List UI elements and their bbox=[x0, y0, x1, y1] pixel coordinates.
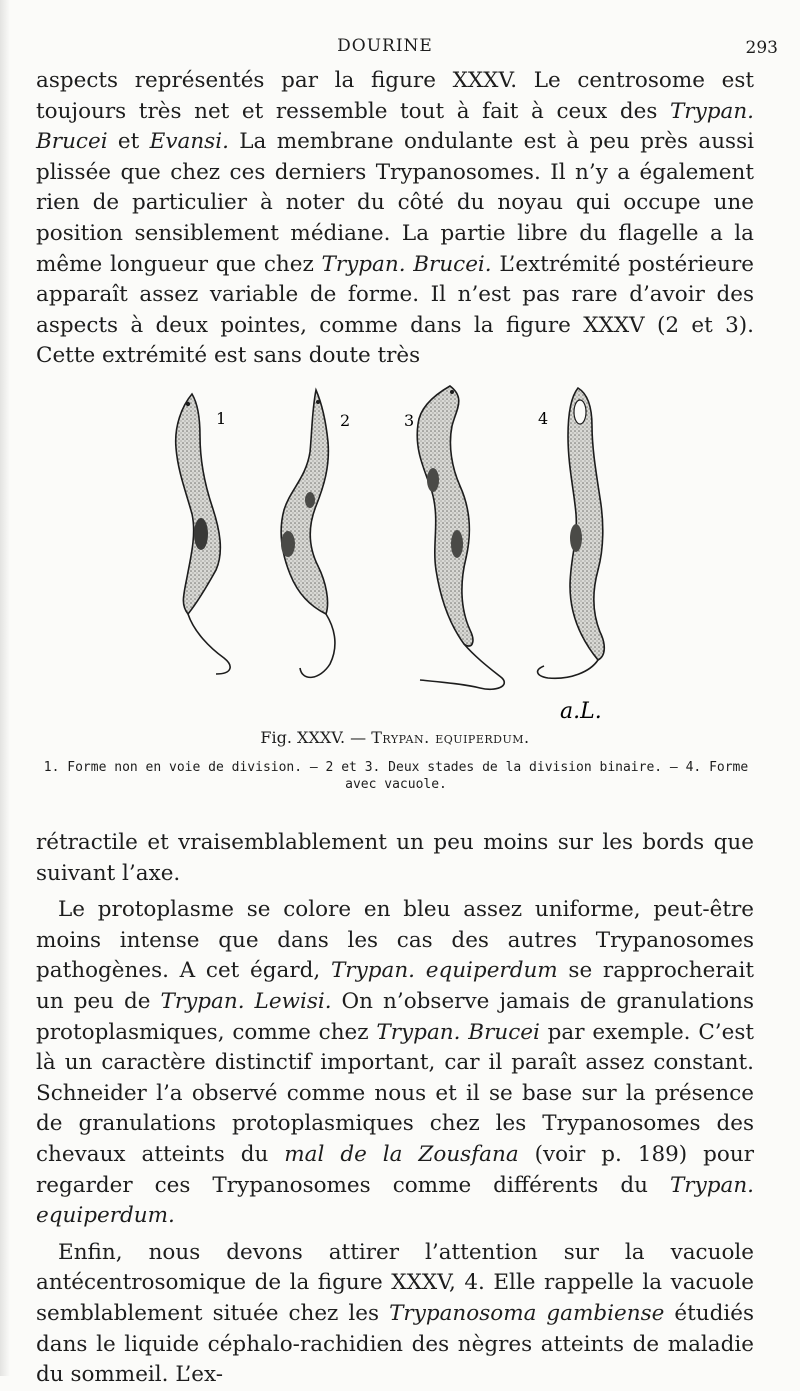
page-edge bbox=[0, 0, 10, 1376]
trypanosome-illustration bbox=[130, 382, 650, 722]
organism-3 bbox=[417, 386, 504, 689]
paragraph: rétractile et vraisemblablement un peu moins sur les bords que suivant l’axe. bbox=[36, 830, 754, 886]
italic-term: Trypan. equiperdum. bbox=[36, 1172, 754, 1229]
figure-legend: 1. Forme non en voie de division. — 2 et 3. Deux stades de la division binaire. — 4. Forme avec vacuole. bbox=[43, 760, 749, 792]
italic-term: Trypan. Brucei. bbox=[321, 251, 492, 277]
figure-label: 2 bbox=[340, 411, 351, 430]
page-header bbox=[0, 36, 800, 62]
running-head: DOURINE bbox=[337, 36, 433, 56]
illustrator-signature: a.L. bbox=[560, 699, 602, 722]
figure-label: 4 bbox=[538, 409, 549, 428]
body-text-bottom bbox=[36, 828, 754, 1391]
italic-term: mal de la Zousfana bbox=[284, 1141, 519, 1167]
vacuole bbox=[574, 400, 586, 424]
page-number: 293 bbox=[745, 38, 778, 58]
figure-caption bbox=[0, 728, 790, 747]
body-text-top bbox=[36, 66, 754, 372]
organism-4 bbox=[538, 388, 605, 678]
italic-term: Trypanosoma gambiense bbox=[389, 1300, 665, 1326]
caption-title: Trypan. equiperdum. bbox=[371, 728, 530, 747]
italic-term: Trypan. Lewisi. bbox=[160, 988, 332, 1014]
figure-label: 3 bbox=[404, 411, 415, 430]
organism-1 bbox=[176, 394, 230, 674]
figure-label: 1 bbox=[216, 409, 227, 428]
figure-trypanosomes bbox=[130, 382, 650, 722]
italic-term: Trypan. Brucei bbox=[376, 1019, 540, 1045]
italic-term: Evansi. bbox=[149, 129, 229, 155]
paragraph: aspects représentés par la figure XXXV. Le centrosome est toujours très net et ressemble tout à fait à ceux des Trypan. Brucei et Evansi. La membrane ondulante est à peu près aussi plissée que chez ces derniers Trypanosomes. Il n’y a également rien de particulier à noter du côté du noyau qui occupe une position sensiblement médiane. La partie libre du flagelle a la même longueur que chez Trypan. Brucei. L’extrémité postérieure apparaît assez variable de forme. Il n’est pas rare d’avoir des aspects à deux pointes, comme dans la figure XXXV (2 et 3). Cette extrémité est sans doute très bbox=[36, 68, 754, 369]
paragraph: Le protoplasme se colore en bleu assez uniforme, peut-être moins intense que dans les cas des autres Trypanosomes pathogènes. A cet égard, Trypan. equiperdum se rapprocherait un peu de Trypan. Lewisi. On n’observe jamais de granulations protoplasmiques, comme chez Trypan. Brucei par exemple. C’est là un caractère distinctif important, car il paraît assez constant. Schneider l’a observé comme nous et il se base sur la présence de granulations protoplasmiques chez les Trypanosomes des chevaux atteints du mal de la Zousfana (voir p. 189) pour regarder ces Trypanosomes comme différents du Trypan. equiperdum. bbox=[36, 897, 755, 1229]
paragraph: Enfin, nous devons attirer l’attention sur la vacuole antécentrosomique de la figure XXXV, 4. Elle rappelle la vacuole semblablement située chez les Trypanosoma gambiense étudiés dans le liquide céphalo-rachidien des nègres atteints de maladie du sommeil. L’ex- bbox=[36, 1239, 754, 1388]
caption-prefix: Fig. XXXV. — bbox=[260, 728, 367, 747]
italic-term: Trypan. equiperdum bbox=[330, 958, 558, 984]
italic-term: Trypan. Brucei bbox=[36, 98, 754, 155]
organism-2 bbox=[281, 390, 335, 677]
